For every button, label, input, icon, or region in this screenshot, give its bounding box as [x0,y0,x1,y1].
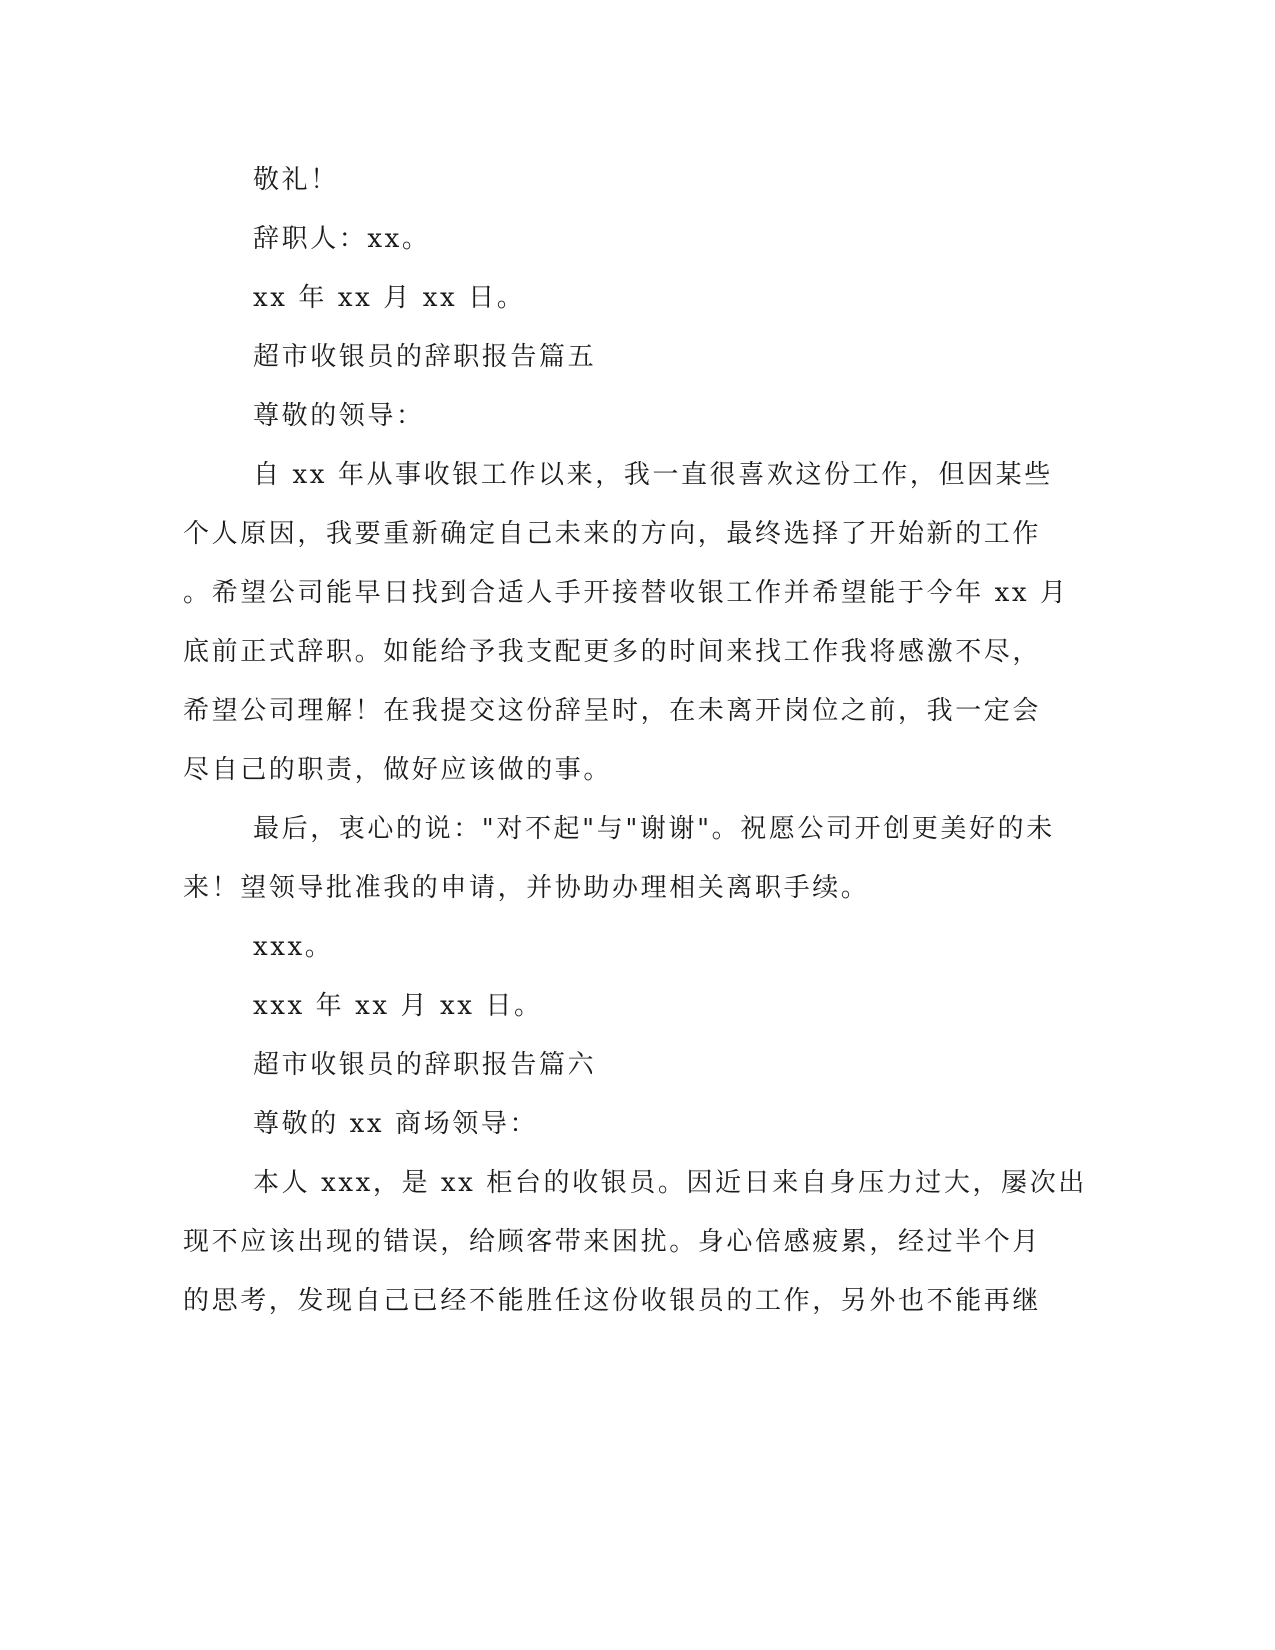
paragraph-line: 希望公司理解！在我提交这份辞呈时，在未离开岗位之前，我一定会 [183,696,1042,726]
paragraph-line: 本人 xxx，是 xx 柜台的收银员。因近日来自身压力过大，屡次出 [253,1168,1087,1198]
signature-date: xx 年 xx 月 xx 日。 [253,283,526,313]
paragraph-line: 。希望公司能早日找到合适人手开接替收银工作并希望能于今年 xx 月 [183,578,1069,608]
paragraph-line: 来！望领导批准我的申请，并协助办理相关离职手续。 [183,873,870,903]
greeting: 尊敬的 xx 商场领导： [253,1109,539,1139]
section-heading-5: 超市收银员的辞职报告篇五 [253,342,597,372]
paragraph-line: 底前正式辞职。如能给予我支配更多的时间来找工作我将感激不尽， [183,637,1042,667]
paragraph-line: 个人原因，我要重新确定自己未来的方向，最终选择了开始新的工作 [183,519,1042,549]
paragraph-line: 现不应该出现的错误，给顾客带来困扰。身心倍感疲累，经过半个月 [183,1227,1042,1257]
paragraph-line: 的思考，发现自己已经不能胜任这份收银员的工作，另外也不能再继 [183,1286,1042,1316]
signature-date: xxx 年 xx 月 xx 日。 [253,991,543,1021]
paragraph-line: 尽自己的职责，做好应该做的事。 [183,755,613,785]
paragraph-line: 自 xx 年从事收银工作以来，我一直很喜欢这份工作，但因某些 [253,460,1053,490]
greeting: 尊敬的领导： [253,401,425,431]
paragraph-line: 最后，衷心的说："对不起"与"谢谢"。祝愿公司开创更美好的未 [253,814,1055,844]
resigner-signature: 辞职人：xx。 [253,224,431,254]
closing-salutation: 敬礼！ [253,165,339,195]
section-heading-6: 超市收银员的辞职报告篇六 [253,1050,597,1080]
signature-name: xxx。 [253,932,334,962]
